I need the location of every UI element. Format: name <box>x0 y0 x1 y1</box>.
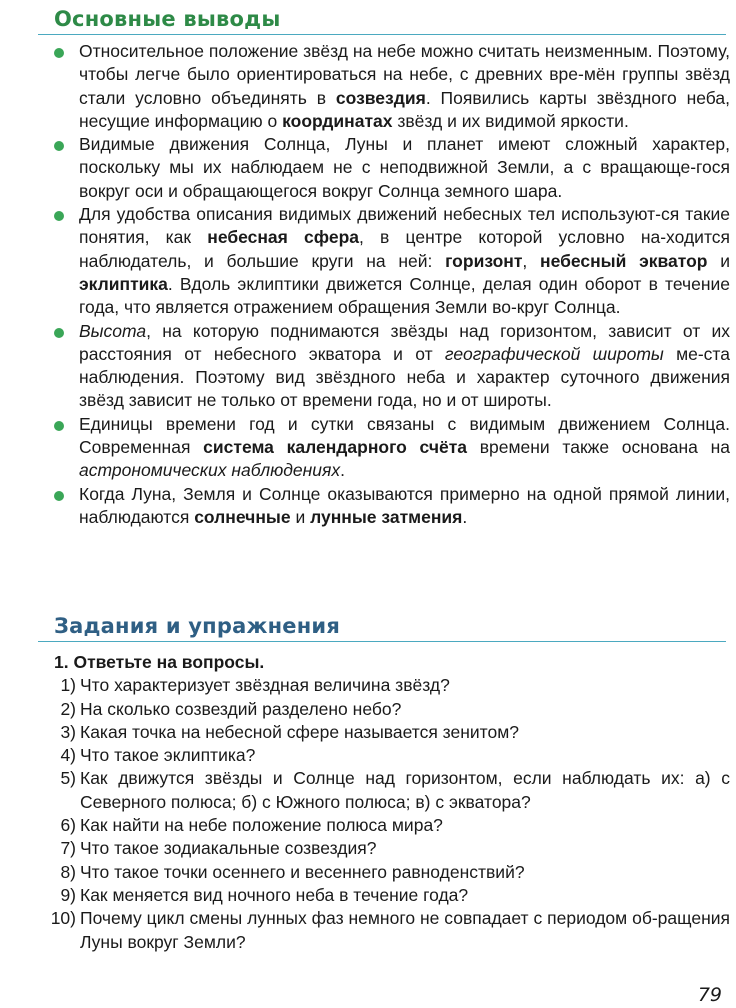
bullet-text: . Появились карты звёздного неба, несущие информацию о <box>79 87 730 131</box>
bullet-dot-icon <box>54 328 64 338</box>
summary-bullet <box>52 413 730 483</box>
question-number: 6) <box>60 815 76 836</box>
question-number: 10) <box>50 908 76 929</box>
question-number: 4) <box>60 745 76 766</box>
question-list <box>42 674 730 954</box>
summary-bullet <box>52 203 730 319</box>
bullet-text: и <box>290 506 311 527</box>
bullet-text: . <box>462 506 468 527</box>
question-text: Как меняется вид ночного неба в течение года? <box>80 884 469 905</box>
italic-term: Высота <box>79 320 147 341</box>
tasks-question-heading: 1. Ответьте на вопросы. <box>54 652 265 672</box>
question-item <box>42 907 730 954</box>
summary-bullet <box>52 320 730 413</box>
question-text: Что характеризует звёздная величина звёзд? <box>80 675 450 696</box>
question-text: Почему цикл смены лунных фаз немного не совпадает с периодом об-ращения Луны вокруг Земли? <box>80 908 730 952</box>
bullet-text: Когда Луна, Земля и Солнце оказываются примерно на одной прямой линии, наблюдаются <box>79 483 730 527</box>
bullet-text: Относительное положение звёзд на небе можно считать неизменным. Поэтому, чтобы легче было ориентироваться на небе, с древних вре-мён группы звёзд стали условно объединять в <box>79 41 730 108</box>
bullet-text: Видимые движения Солнца, Луны и планет имеют сложный характер, поскольку мы их наблюдаем не с неподвижной Земли, а с вращающе-гося вокруг оси и обращающегося вокруг Солнца земного шара. <box>79 134 730 201</box>
question-item <box>42 744 730 767</box>
question-text: Как движутся звёзды и Солнце над горизонтом, если наблюдать их: а) с Северного полюса; б) с Южного полюса; в) с экватора? <box>80 768 730 812</box>
question-number: 9) <box>60 884 76 905</box>
bold-term: лунные затмения <box>310 506 463 527</box>
summary-bullet <box>52 133 730 203</box>
bullet-text: времени также основана на <box>467 437 731 458</box>
question-number: 2) <box>60 698 76 719</box>
page-number: 79 <box>697 984 722 1006</box>
question-item <box>42 884 730 907</box>
bullet-text: Для удобства описания видимых движений небесных тел используют-ся такие понятия, как <box>79 204 730 248</box>
bullet-dot-icon <box>54 421 64 431</box>
tasks-block <box>42 651 730 954</box>
bold-term: небесный экватор <box>540 250 708 271</box>
bullet-dot-icon <box>54 141 64 151</box>
bold-term: небесная сфера <box>207 227 360 248</box>
question-item <box>42 698 730 721</box>
italic-term: географической широты <box>444 343 664 364</box>
question-text: Что такое точки осеннего и весеннего равноденствий? <box>80 861 525 882</box>
summary-bullet <box>52 483 730 530</box>
bullet-text: Единицы времени год и сутки связаны с видимым движением Солнца. Современная <box>79 413 730 458</box>
bullet-text: и <box>707 250 731 271</box>
italic-term: астрономических наблюдениях <box>79 460 341 481</box>
tasks-section-header <box>38 607 726 642</box>
bold-term: координатах <box>282 110 393 131</box>
question-number: 8) <box>60 861 76 882</box>
bold-term: система календарного счёта <box>203 437 468 458</box>
question-text: На сколько созвездий разделено небо? <box>80 698 402 719</box>
bullet-text: . <box>340 460 345 481</box>
summary-title: Основные выводы <box>54 7 281 31</box>
question-number: 3) <box>60 721 76 742</box>
bold-term: созвездия <box>335 87 426 108</box>
bold-term: горизонт <box>445 250 523 271</box>
question-text: Что такое эклиптика? <box>80 745 256 766</box>
question-item <box>42 767 730 814</box>
question-text: Что такое зодиакальные созвездия? <box>80 838 377 859</box>
question-item <box>42 837 730 860</box>
question-number: 1) <box>60 675 76 696</box>
question-item <box>42 674 730 697</box>
question-number: 5) <box>60 768 76 789</box>
bullet-text: . Вдоль эклиптики движется Солнце, делая один оборот в течение года, что является отражением обращения Земли во-круг Солнца. <box>79 273 730 318</box>
bold-term: солнечные <box>194 506 291 527</box>
bullet-text: звёзд и их видимой яркости. <box>392 110 629 131</box>
bullet-text: , <box>522 250 540 271</box>
bullet-text: , в центре которой условно на-ходится наблюдатель, и большие круги на ней: <box>79 227 730 271</box>
bullet-text: , на которую поднимаются звёзды над горизонтом, зависит от их расстояния от небесного экватора и от <box>79 320 730 364</box>
question-number: 7) <box>60 838 76 859</box>
question-text: Какая точка на небесной сфере называется зенитом? <box>80 721 519 742</box>
question-item <box>42 814 730 837</box>
bullet-dot-icon <box>54 491 64 501</box>
bullet-dot-icon <box>54 211 64 221</box>
bullet-text: ме-ста наблюдения. Поэтому вид звёздного неба и характер суточного движения звёзд зависит не только от времени года, но и от широты. <box>79 343 730 411</box>
question-item <box>42 861 730 884</box>
tasks-title: Задания и упражнения <box>54 614 341 638</box>
summary-bullet <box>52 40 730 133</box>
question-text: Как найти на небе положение полюса мира? <box>80 815 443 836</box>
summary-section-header <box>38 0 726 35</box>
question-item <box>42 721 730 744</box>
summary-bullet-list <box>52 40 730 529</box>
bullet-dot-icon <box>54 48 64 58</box>
bold-term: эклиптика <box>79 273 168 294</box>
